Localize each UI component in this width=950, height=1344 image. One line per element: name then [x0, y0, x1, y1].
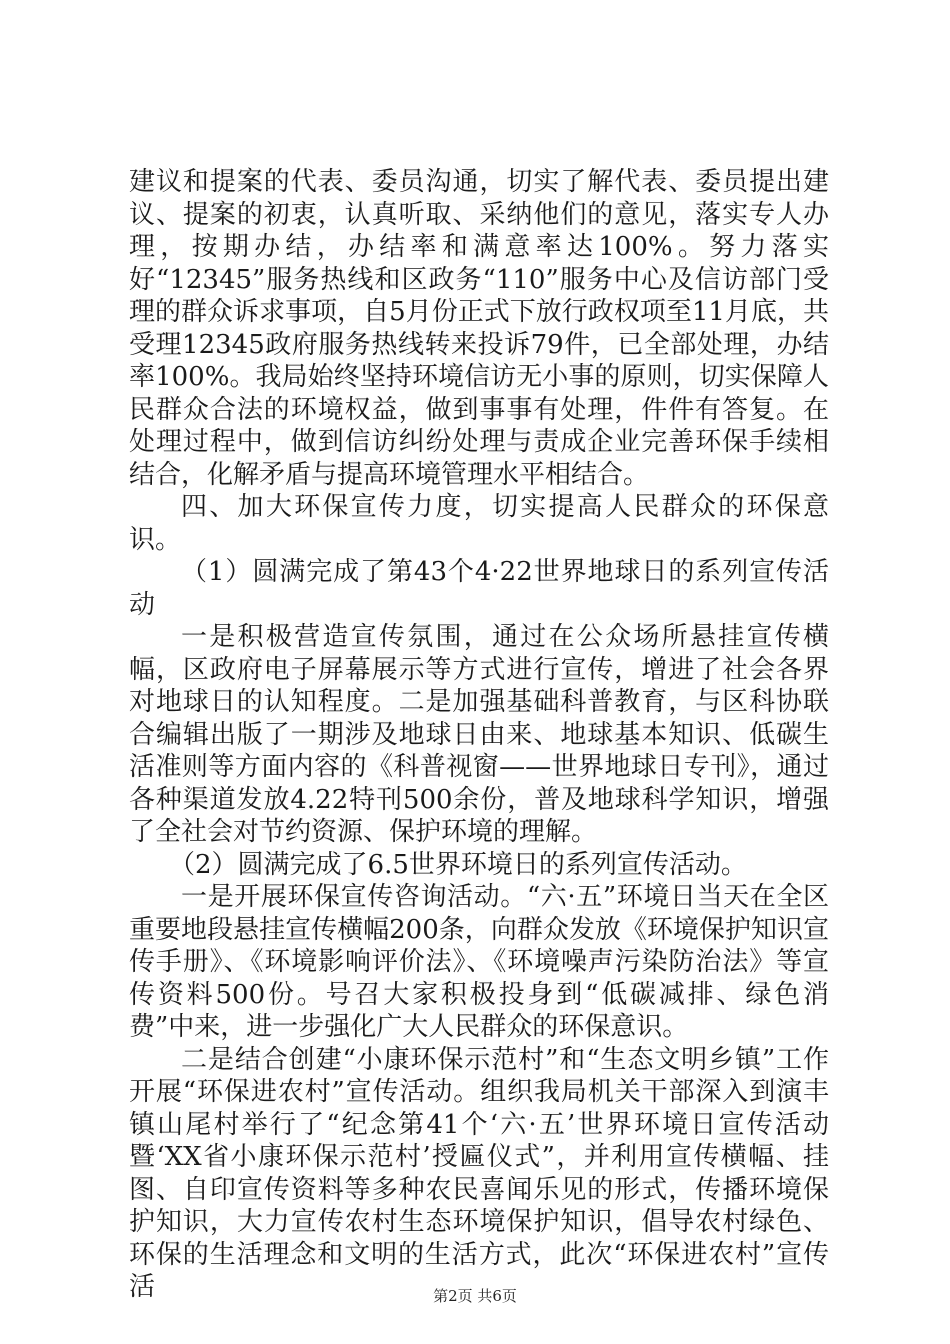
subheading-earth-day: （1）圆满完成了第43个4·22世界地球日的系列宣传活动	[129, 557, 829, 620]
paragraph-rural-campaign: 二是结合创建“小康环保示范村”和“生态文明乡镇”工作开展“环保进农村”宣传活动。组织我局机关干部深入到演丰镇山尾村举行了“纪念第41个‘六·五’世界环境日宣传活动暨‘XX省小康环保示范村’授匾仪式”，并利用宣传横幅、挂图、自印宣传资料等多种农民喜闻乐见的形式，传播环境保护知识，大力宣传农村生态环境保护知识，倡导农村绿色、环保的生活理念和文明的生活方式，此次“环保进农村”宣传活	[129, 1044, 829, 1302]
page-footer: 第2页 共6页	[433, 1287, 517, 1305]
paragraph-earth-day: 一是积极营造宣传氛围，通过在公众场所悬挂宣传横幅，区政府电子屏幕展示等方式进行宣传，增进了社会各界对地球日的认知程度。二是加强基础科普教育，与区科协联合编辑出版了一期涉及地球日由来、地球基本知识、低碳生活准则等方面内容的《科普视窗——世界地球日专刊》，通过各种渠道发放4.22特刊500余份，普及地球科学知识，增强了全社会对节约资源、保护环境的理解。	[129, 622, 829, 847]
paragraph-consultation: 一是开展环保宣传咨询活动。“六·五”环境日当天在全区重要地段悬挂宣传横幅200条，向群众发放《环境保护知识宣传手册》、《环境影响评价法》、《环境噪声污染防治法》等宣传资料500份。号召大家积极投身到“低碳减排、绿色消费”中来，进一步强化广大人民群众的环保意识。	[129, 882, 829, 1042]
section-heading-four: 四、加大环保宣传力度，切实提高人民群众的环保意识。	[129, 492, 829, 555]
subheading-environment-day: （2）圆满完成了6.5世界环境日的系列宣传活动。	[169, 849, 747, 880]
paragraph-continuation: 建议和提案的代表、委员沟通，切实了解代表、委员提出建议、提案的初衷，认真听取、采纳他们的意见，落实专人办理，按期办结，办结率和满意率达100%。努力落实好“12345”服务热线和区政务“110”服务中心及信访部门受理的群众诉求事项，自5月份正式下放行政权项至11月底，共受理12345政府服务热线转来投诉79件，已全部处理，办结率100%。我局始终坚持环境信访无小事的原则，切实保障人民群众合法的环境权益，做到事事有处理，件件有答复。在处理过程中，做到信访纠纷处理与责成企业完善环保手续相结合，化解矛盾与提高环境管理水平相结合。	[129, 167, 829, 490]
document-body	[129, 166, 829, 1304]
